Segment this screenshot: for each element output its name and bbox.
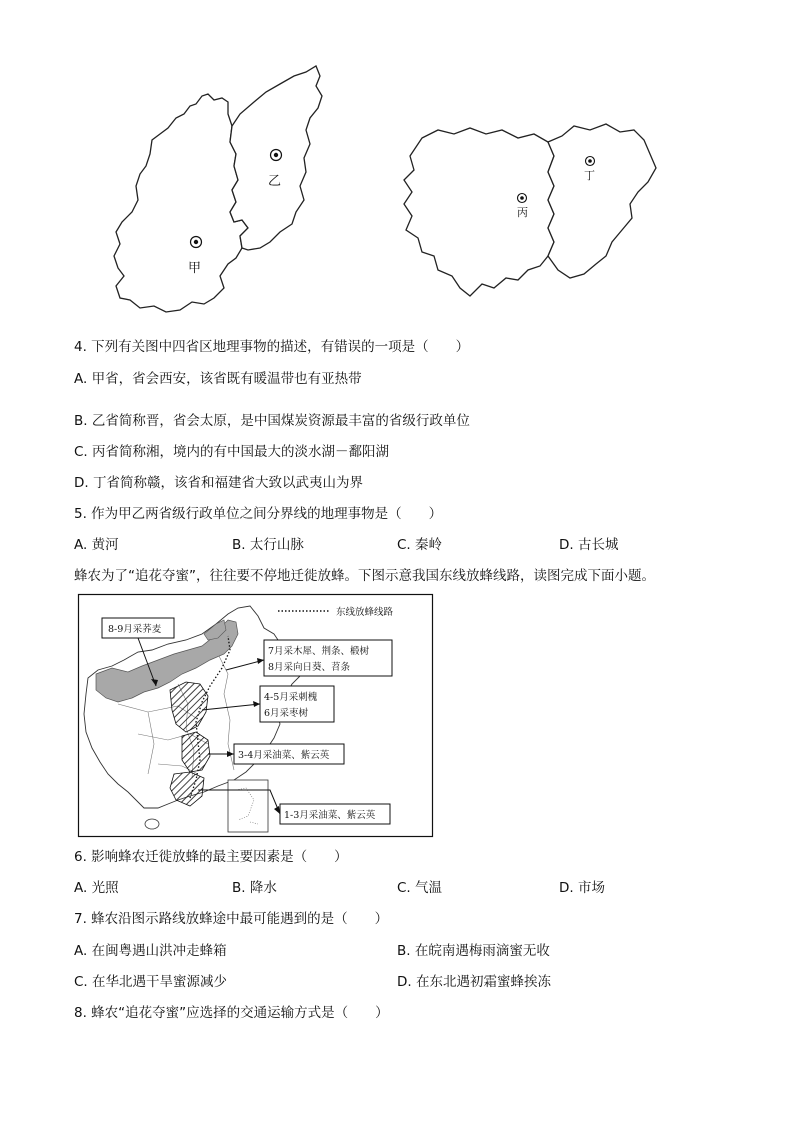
- q7-option-b[interactable]: B. 在皖南遇梅雨滴蜜无收: [397, 943, 550, 959]
- q7-option-d[interactable]: D. 在东北遇初霜蜜蜂挨冻: [397, 974, 551, 990]
- province-jia-outline: [114, 94, 248, 312]
- q4-option-d[interactable]: D. 丁省简称赣，该省和福建省大致以武夷山为界: [74, 475, 363, 491]
- q5-option-c[interactable]: C. 秦岭: [397, 537, 443, 553]
- q4-stem: 4. 下列有关图中四省区地理事物的描述，有错误的一项是（ ）: [74, 339, 470, 355]
- q7-option-a[interactable]: A. 在闽粤遇山洪冲走蜂箱: [74, 943, 227, 959]
- label-box-5-text: 1-3月采油菜、紫云英: [284, 810, 376, 821]
- province-yi-outline: [230, 66, 322, 250]
- label-box-2-line2: 8月采向日葵、苕条: [268, 662, 351, 673]
- provinces-map-right: [398, 120, 660, 302]
- q4-option-a[interactable]: A. 甲省，省会西安，该省既有暖温带也有亚热带: [74, 371, 362, 387]
- q7-option-c[interactable]: C. 在华北遇干旱蜜源减少: [74, 974, 228, 990]
- hainan-island: [145, 819, 159, 829]
- q4-option-c[interactable]: C. 丙省简称湘，境内的有中国最大的淡水湖－鄱阳湖: [74, 444, 390, 460]
- label-box-4-text: 3-4月采油菜、紫云英: [238, 750, 330, 761]
- q6-option-d[interactable]: D. 市场: [559, 880, 605, 896]
- q5-option-a[interactable]: A. 黄河: [74, 537, 119, 553]
- label-box-1-text: 8-9月采荞麦: [108, 624, 162, 635]
- south-sea-inset: [228, 780, 268, 832]
- q6-option-c[interactable]: C. 气温: [397, 880, 443, 896]
- province-bing-outline: [404, 128, 554, 296]
- label-box-3-line1: 4-5月采刺槐: [264, 692, 318, 703]
- provinces-map-left: [110, 62, 335, 317]
- q8-stem: 8. 蜂农“追花夺蜜”应选择的交通运输方式是（ ）: [74, 1005, 389, 1021]
- province-ding-outline: [548, 124, 656, 278]
- q5-option-b[interactable]: B. 太行山脉: [232, 537, 304, 553]
- label-bing: 丙: [517, 206, 528, 219]
- label-yi: 乙: [268, 174, 282, 189]
- q6-option-a[interactable]: A. 光照: [74, 880, 119, 896]
- bee-intro: 蜂农为了“追花夺蜜”，往往要不停地迁徙放蜂。下图示意我国东线放蜂线路，读图完成下面小题。: [74, 568, 655, 584]
- q4-option-b[interactable]: B. 乙省简称晋，省会太原，是中国煤炭资源最丰富的省级行政单位: [74, 413, 470, 429]
- q6-option-b[interactable]: B. 降水: [232, 880, 277, 896]
- label-jia: 甲: [188, 261, 202, 276]
- legend-label: 东线放蜂线路: [336, 607, 394, 618]
- label-ding: 丁: [584, 169, 595, 182]
- q5-option-d[interactable]: D. 古长城: [559, 537, 619, 553]
- bee-route-map: [78, 594, 434, 838]
- q6-stem: 6. 影响蜂农迁徙放蜂的最主要因素是（ ）: [74, 849, 348, 865]
- label-box-2-line1: 7月采木犀、荆条、椴树: [268, 646, 370, 657]
- q7-stem: 7. 蜂农沿图示路线放蜂途中最可能遇到的是（ ）: [74, 911, 389, 927]
- q5-stem: 5. 作为甲乙两省级行政单位之间分界线的地理事物是（ ）: [74, 506, 443, 522]
- label-box-3-line2: 6月采枣树: [264, 708, 309, 719]
